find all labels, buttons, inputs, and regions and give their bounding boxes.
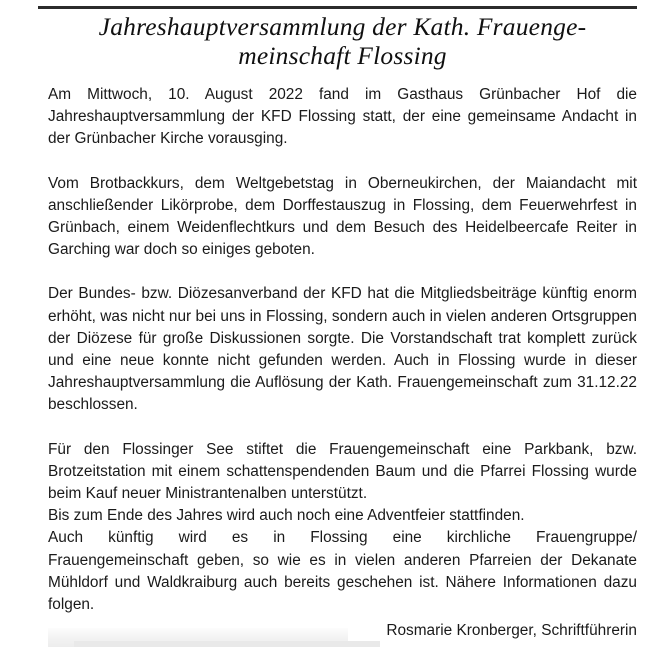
paragraph-5-continuation: Frauengemeinschaft geben, so wie es in vielen anderen Pfarreien der Dekanate Mühldorf und Waldkraiburg auch bereits geschehen ist. Nähere Informationen dazu folgen. (48, 551, 637, 614)
document-title-line-1: Jahreshauptversammlung der Kath. Frauenge- (98, 12, 587, 41)
document-title-line-2: meinschaft Flossing (238, 41, 447, 70)
paragraph-5-lead-line: Bis zum Ende des Jahres wird auch noch eine Adventfeier stattfinden. (48, 507, 525, 525)
paragraph-1: Am Mittwoch, 10. August 2022 fand im Gasthaus Grünbacher Hof die Jahreshauptversammlung der KFD Flossing statt, der eine gemeinsame Andacht in der Grünbacher Kirche vorausging. (48, 86, 637, 148)
paragraph-5-stretched-line: Auch künftig wird es in Flossing eine kirchliche Frauengruppe/ (48, 529, 637, 547)
paragraph-2: Vom Brotbackkurs, dem Weltgebetstag in Oberneukirchen, der Maiandacht mit anschließender Likörprobe, dem Dorffestauszug in Flossing, dem Feuerwehrfest in Grünbach, einem Weidenflechtkurs und dem Besuch des Heidelbeercafe Reiter in Garching war doch so einiges geboten. (48, 174, 637, 259)
author-signature: Rosmarie Kronberger, Schriftführerin (386, 622, 637, 639)
paragraph-4: Für den Flossinger See stiftet die Frauengemeinschaft eine Parkbank, bzw. Brotzeitstation mit einem schattenspendenden Baum und die Pfarrei Flossing wurde beim Kauf neuer Ministrantenalben unterstützt. (48, 440, 637, 503)
document-title (48, 12, 637, 70)
header-divider-rule (38, 6, 637, 9)
paragraph-5 (48, 505, 637, 616)
paragraph-3: Der Bundes- bzw. Diözesanverband der KFD hat die Mitgliedsbeiträge künftig enorm erhöht, was nicht nur bei uns in Flossing, sondern auch in vielen anderen Ortsgruppen der Diözese für große Diskussionen sorgte. Die Vorstandschaft trat komplett zurück und eine neue konnte nicht gefunden werden. Auch in Flossing wurde in dieser Jahreshauptversammlung die Auflösung der Kath. Frauengemeinschaft zum 31.12.22 beschlossen. (48, 285, 637, 414)
article-body (48, 84, 637, 616)
